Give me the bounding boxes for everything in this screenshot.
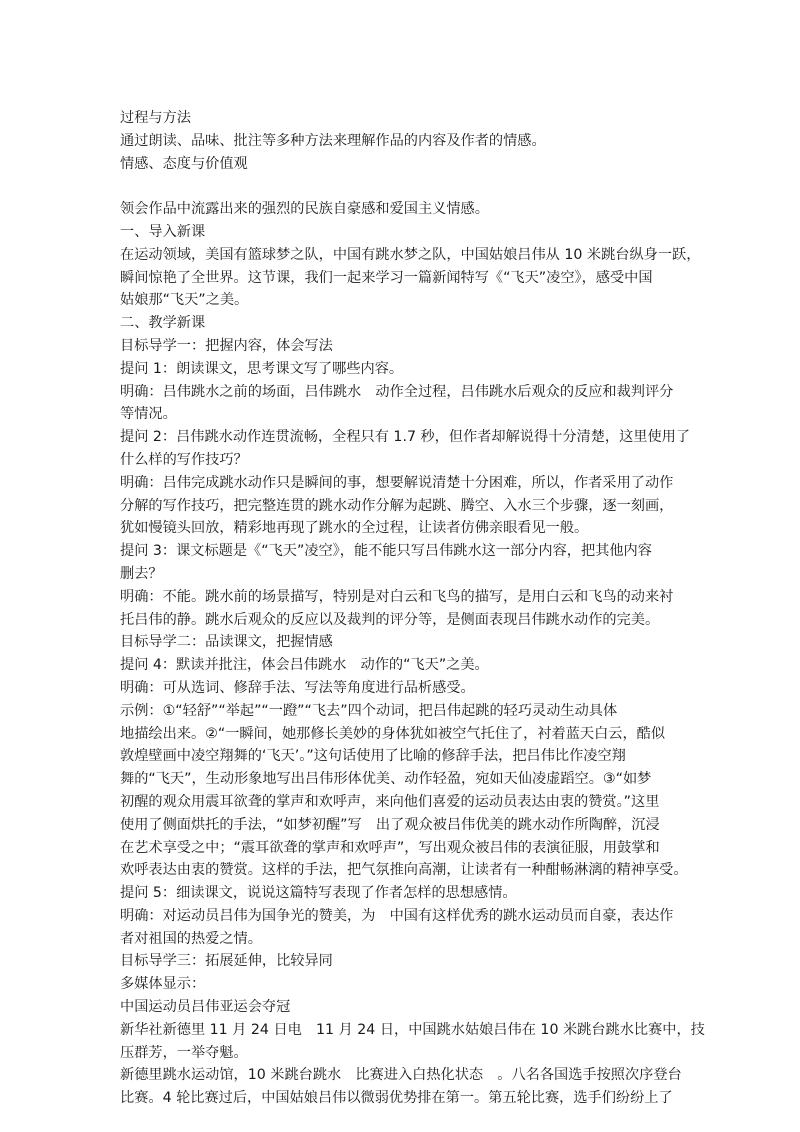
text-line: 示例：①“轻舒”“举起”“一蹬”“飞去”四个动词，把吕伟起跳的轻巧灵动生动具体 <box>120 702 618 719</box>
document-page <box>120 107 705 1110</box>
text-line: 目标导学一：把握内容，体会写法 <box>120 337 333 354</box>
text-line: 目标导学二：品读课文，把握情感 <box>120 634 333 651</box>
text-line: 删去？ <box>120 565 163 582</box>
text-line: 提问 4：默读并批注，体会吕伟跳水 动作的“飞天”之美。 <box>120 657 489 674</box>
text-line: 犹如慢镜头回放，精彩地再现了跳水的全过程，让读者仿佛亲眼看见一般。 <box>120 520 589 537</box>
text-line: 中国运动员吕伟亚运会夺冠 <box>120 999 291 1016</box>
text-line: 明确：对运动员吕伟为国争光的赞美，为 中国有这样优秀的跳水运动员而自豪，表达作 <box>120 907 674 924</box>
text-line: 地描绘出来。②“一瞬间，她那修长美妙的身体犹如被空气托住了，衬着蓝天白云，酷似 <box>120 725 666 742</box>
text-line: 什么样的写作技巧？ <box>120 451 248 468</box>
text-line: 压群芳，一举夺魁。 <box>120 1044 248 1061</box>
text-line: 托吕伟的静。跳水后观众的反应以及裁判的评分等，是侧面表现吕伟跳水动作的完美。 <box>120 611 660 628</box>
text-line <box>120 175 685 198</box>
text-line: 者对祖国的热爱之情。 <box>120 930 262 947</box>
text-line: 比赛。4 轮比赛过后，中国姑娘吕伟以微弱优势排在第一。第五轮比赛，选手们纷纷上了 <box>120 1090 673 1107</box>
text-line: 提问 3：课文标题是《“飞天”凌空》，能不能只写吕伟跳水这一部分内容，把其他内容 <box>120 543 652 560</box>
text-line: 等情况。 <box>120 406 177 423</box>
text-line: 分解的写作技巧，把完整连贯的跳水动作分解为起跳、腾空、入水三个步骤，逐一刻画， <box>120 497 674 514</box>
text-line: 舞的“飞天”，生动形象地写出吕伟形体优美、动作轻盈，宛如天仙凌虚蹈空。③“如梦 <box>120 771 652 788</box>
text-line: 明确：吕伟跳水之前的场面，吕伟跳水 动作全过程，吕伟跳水后观众的反应和裁判评分 <box>120 383 674 400</box>
text-line: 多媒体显示： <box>120 976 206 993</box>
text-line: 敦煌壁画中凌空翔舞的‘飞天’。”这句话使用了比喻的修辞手法，把吕伟比作凌空翔 <box>120 748 626 765</box>
text-line: 明确：可从选词、修辞手法、写法等角度进行品析感受。 <box>120 679 475 696</box>
text-line: 一、导入新课 <box>120 223 206 240</box>
text-line: 明确：吕伟完成跳水动作只是瞬间的事，想要解说清楚十分困难，所以，作者采用了动作 <box>120 474 674 491</box>
text-line: 通过朗读、品味、批注等多种方法来理解作品的内容及作者的情感。 <box>120 132 546 149</box>
text-line: 新德里跳水运动馆，10 米跳台跳水 比赛进入白热化状态 。八名各国选手按照次序登台 <box>120 1067 682 1084</box>
text-line: 情感、态度与价值观 <box>120 155 248 172</box>
text-line: 提问 1：朗读课文，思考课文写了哪些内容。 <box>120 360 404 377</box>
text-line: 瞬间惊艳了全世界。这节课，我们一起来学习一篇新闻特写《“飞天”凌空》，感受中国 <box>120 269 653 286</box>
text-line: 新华社新德里 11 月 24 日电 11 月 24 日，中国跳水姑娘吕伟在 10 米跳台跳水比赛中，技 <box>120 1021 705 1038</box>
text-line: 提问 2：吕伟跳水动作连贯流畅，全程只有 1.7 秒，但作者却解说得十分清楚，这里使用了 <box>120 429 691 446</box>
text-line: 过程与方法 <box>120 110 191 126</box>
text-line: 使用了侧面烘托的手法，“如梦初醒”写 出了观众被吕伟优美的跳水动作所陶醉，沉浸 <box>120 816 660 833</box>
text-line: 初醒的观众用震耳欲聋的掌声和欢呼声，来向他们喜爱的运动员表达由衷的赞赏。”这里 <box>120 793 660 810</box>
text-line: 在运动领域，美国有篮球梦之队，中国有跳水梦之队，中国姑娘吕伟从 10 米跳台纵身一跃， <box>120 246 701 263</box>
text-line: 在艺术享受之中；“震耳欲聋的掌声和欢呼声”，写出观众被吕伟的表演征服，用鼓掌和 <box>120 839 660 856</box>
text-line: 姑娘那“飞天”之美。 <box>120 292 249 309</box>
text-line: 提问 5：细读课文，说说这篇特写表现了作者怎样的思想感情。 <box>120 885 517 902</box>
text-line: 欢呼表达由衷的赞赏。这样的手法，把气氛推向高潮，让读者有一种酣畅淋漓的精神享受。 <box>120 862 688 879</box>
text-line: 明确：不能。跳水前的场景描写，特别是对白云和飞鸟的描写，是用白云和飞鸟的动来衬 <box>120 588 674 605</box>
text-line: 领会作品中流露出来的强烈的民族自豪感和爱国主义情感。 <box>120 201 489 218</box>
text-line: 二、教学新课 <box>120 315 206 332</box>
text-line: 目标导学三：拓展延伸，比较异同 <box>120 953 333 970</box>
